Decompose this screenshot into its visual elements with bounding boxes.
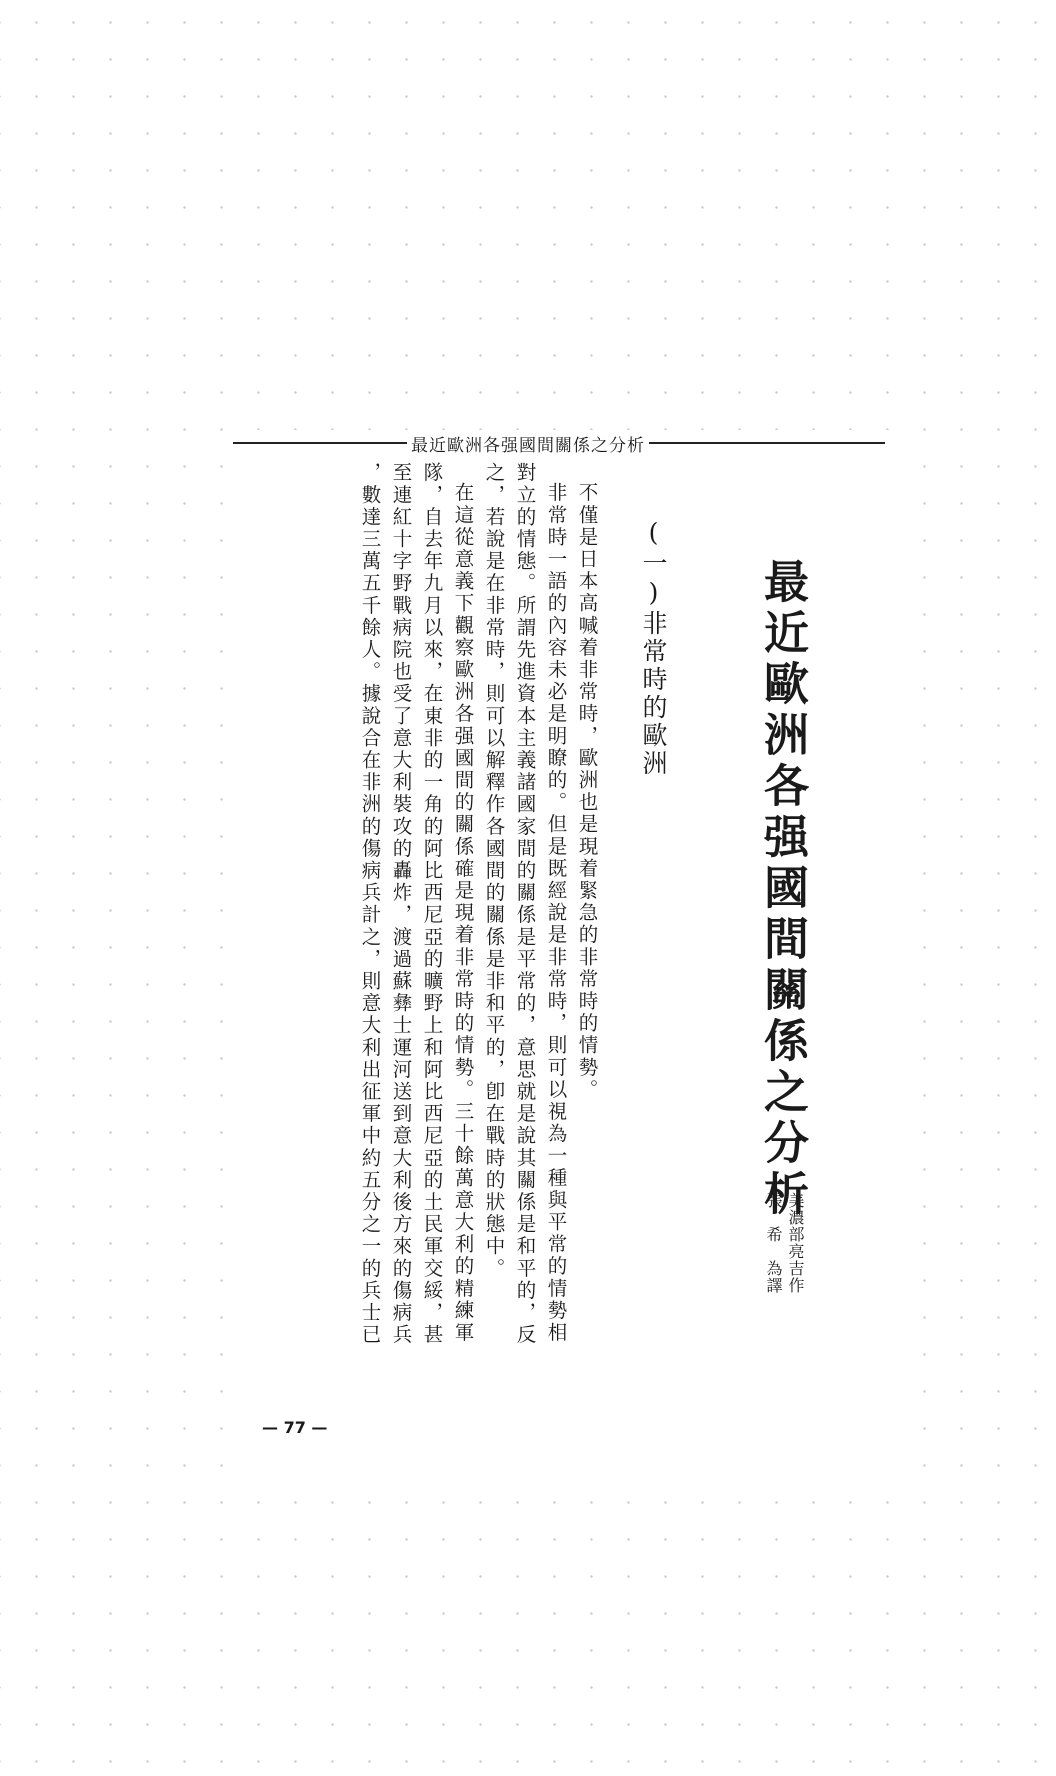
body-column-6: 隊，自去年九月以來，在東非的一角的阿比西尼亞的曠野上和阿比西尼亞的土民軍交綏，甚: [420, 462, 444, 1346]
body-column-5: 在這從意義下觀察歐洲各强國間的關係確是現着非常時的情勢。三十餘萬意大利的精練軍: [451, 482, 475, 1344]
translator-line: 張 希 為譯: [764, 1192, 783, 1294]
body-column-4: 之，若說是在非常時，則可以解釋作各國間的關係是非和平的，卽在戰時的狀態中。: [482, 462, 506, 1280]
running-head: [0, 431, 1056, 456]
body-column-3: 對立的情態。所謂先進資本主義諸國家間的關係是平常的，意思就是說其關係是和平的，反: [513, 462, 537, 1346]
body-column-1: 不僅是日本高喊着非常時，歐洲也是現着緊急的非常時的情勢。: [575, 482, 599, 1101]
body-column-2: 非常時一語的內容未必是明瞭的。但是既經說是非常時，則可以視為一種與平常的情勢相: [544, 482, 568, 1344]
body-column-8: ，數達三萬五千餘人。據說合在非洲的傷病兵計之，則意大利出征軍中約五分之一的兵士已: [358, 462, 382, 1346]
page-number: — 77 —: [262, 1418, 328, 1437]
running-head-text: 最近歐洲各强國間關係之分析: [407, 436, 649, 456]
article-title: 最近歐洲各强國間關係之分析: [756, 558, 809, 1221]
body-column-7: 至連紅十字野戰病院也受了意大利裝攻的轟炸，渡過蘇彝士運河送到意大利後方來的傷病兵: [389, 462, 413, 1346]
section-heading: (一)非常時的歐洲: [639, 518, 668, 778]
author-line: 美濃部亮吉作: [786, 1192, 805, 1294]
